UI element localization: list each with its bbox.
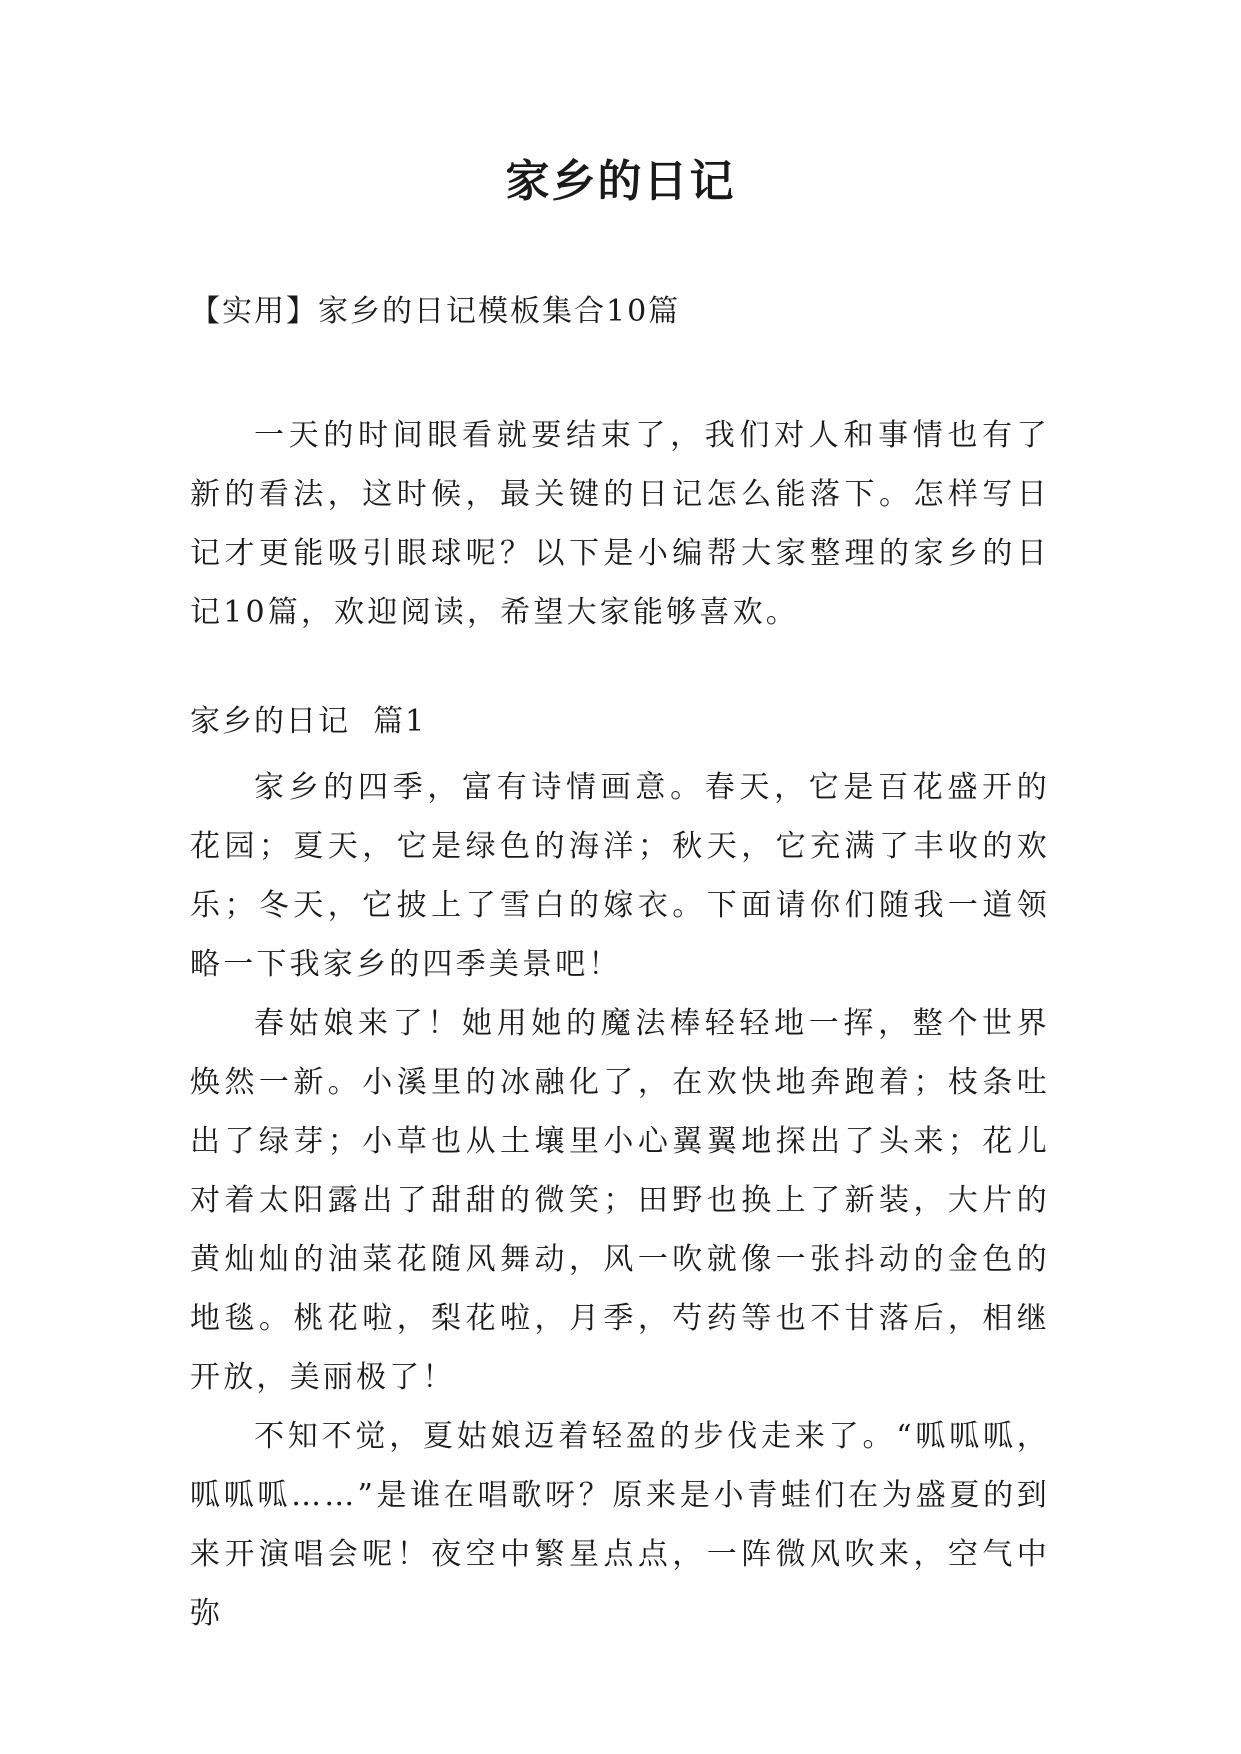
body-paragraph: 春姑娘来了！她用她的魔法棒轻轻地一挥，整个世界焕然一新。小溪里的冰融化了，在欢快地奔跑着；枝条吐出了绿芽；小草也从土壤里小心翼翼地探出了头来；花儿对着太阳露出了甜甜的微笑；田野也换上了新装，大片的黄灿灿的油菜花随风舞动，风一吹就像一张抖动的金色的地毯。桃花啦，梨花啦，月季，芍药等也不甘落后，相继开放，美丽极了！: [190, 1006, 1050, 1395]
document-subtitle: 【实用】家乡的日记模板集合10篇: [190, 294, 681, 329]
intro-paragraph: 一天的时间眼看就要结束了，我们对人和事情也有了新的看法，这时候，最关键的日记怎么能落下。怎样写日记才更能吸引眼球呢？以下是小编帮大家整理的家乡的日记10篇，欢迎阅读，希望大家能够喜欢。: [190, 418, 1050, 630]
document-title: 家乡的日记: [505, 156, 736, 207]
body-text: [190, 758, 1050, 1643]
section-heading: 家乡的日记 篇1: [190, 704, 427, 739]
body-paragraph: 家乡的四季，富有诗情画意。春天，它是百花盛开的花园；夏天，它是绿色的海洋；秋天，它充满了丰收的欢乐；冬天，它披上了雪白的嫁衣。下面请你们随我一道领略一下我家乡的四季美景吧！: [190, 770, 1050, 982]
body-paragraph: 不知不觉，夏姑娘迈着轻盈的步伐走来了。“呱呱呱，呱呱呱……”是谁在唱歌呀？原来是小青蛙们在为盛夏的到来开演唱会呢！夜空中繁星点点，一阵微风吹来，空气中弥: [190, 1419, 1050, 1631]
